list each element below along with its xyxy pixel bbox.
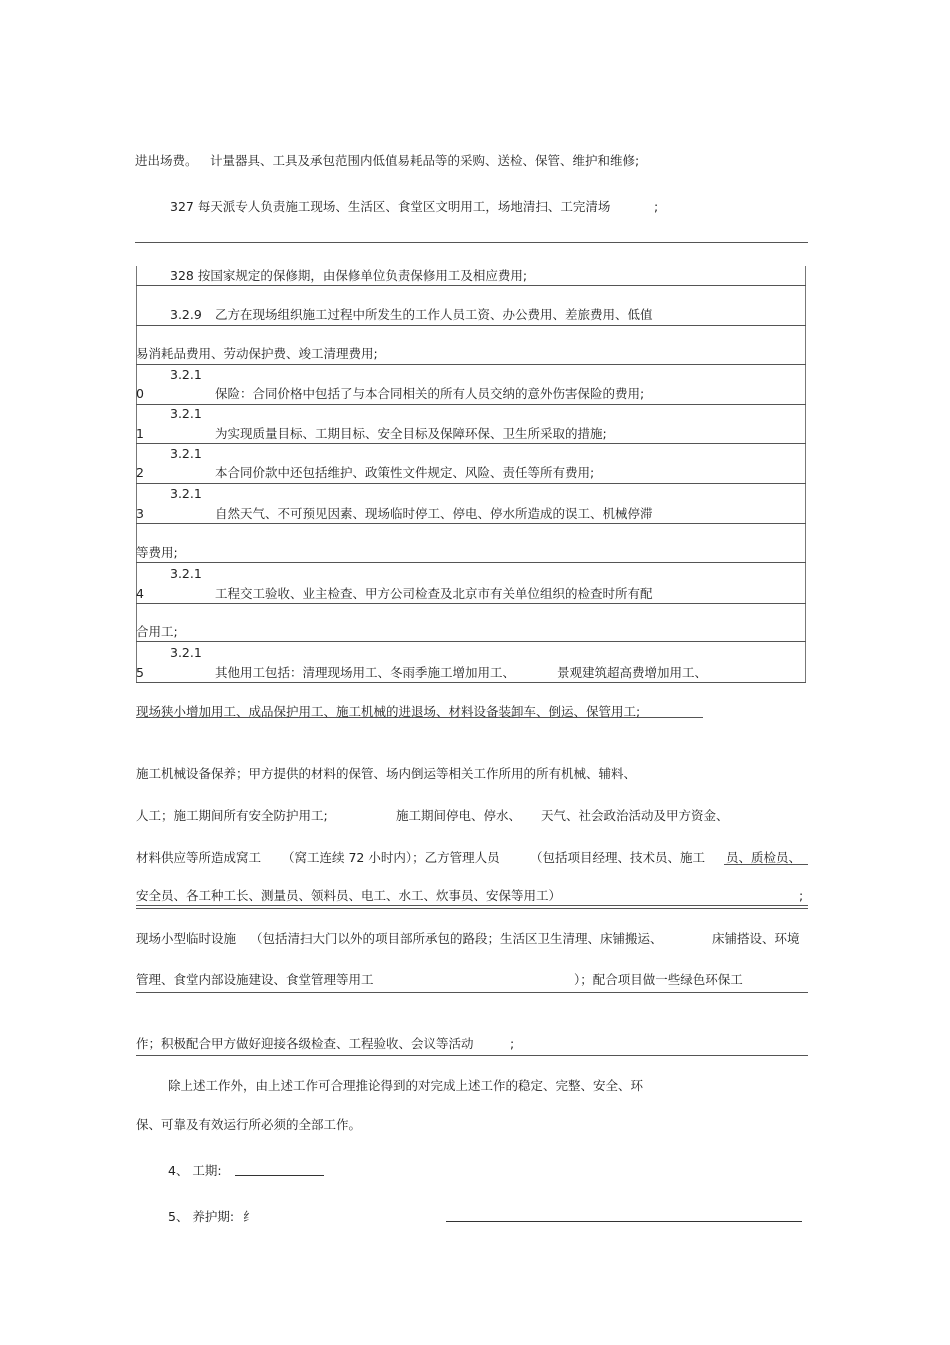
rule-line [136, 992, 808, 993]
paragraph-line-8b: ; [510, 1036, 515, 1051]
clause-3212-text: 本合同价款中还包括维护、政策性文件规定、风险、责任等所有费用; [215, 465, 595, 480]
clause-3213-number: 3.2.1 [170, 486, 202, 501]
clause-3214-number: 3.2.1 [170, 566, 202, 581]
clause-327-end: ; [654, 199, 659, 214]
clause-3215-digit: 5 [136, 665, 144, 680]
clause-3211-text: 为实现质量目标、工期目标、安全目标及保障环保、卫生所采取的措施; [215, 426, 607, 441]
clause-329-number: 3.2.9 [170, 307, 202, 322]
duration-blank-field[interactable] [235, 1175, 324, 1176]
paragraph-line-5a: 安全员、各工种工长、测量员、领料员、电工、水工、炊事员、安保等用工） [136, 888, 562, 903]
paragraph-line-4c: （包括项目经理、技术员、施工 [530, 850, 706, 865]
clause-3211-number: 3.2.1 [170, 406, 202, 421]
maintenance-blank-field[interactable] [446, 1221, 802, 1222]
clause-3215-text-a: 其他用工包括：清理现场用工、冬雨季施工增加用工、 [215, 665, 516, 680]
table-row-line [136, 443, 806, 444]
table-right-border [805, 266, 806, 682]
text-line-1a: 进出场费。 [135, 153, 198, 168]
paragraph-line-4a: 材料供应等所造成窝工 [136, 850, 262, 865]
table-row-line [136, 483, 806, 484]
table-row-line [136, 285, 806, 286]
rule-line [135, 242, 808, 243]
paragraph-line-3b: 施工期间停电、停水、 [396, 808, 522, 823]
text-line-1b: 计量器具、工具及承包范围内低值易耗品等的采购、送检、保管、维护和维修; [210, 153, 640, 168]
clause-3210-digit: 0 [136, 386, 144, 401]
clause-3213-digit: 3 [136, 506, 144, 521]
clause-3215-number: 3.2.1 [170, 645, 202, 660]
paragraph-line-10: 保、可靠及有效运行所必须的全部工作。 [136, 1117, 362, 1132]
clause-3210-number: 3.2.1 [170, 367, 202, 382]
table-row-line [136, 404, 806, 405]
paragraph-line-4d: 员、质检员、 [726, 850, 802, 865]
clause-3214-text: 工程交工验收、业主检查、甲方公司检查及北京市有关单位组织的检查时所有配 [215, 586, 653, 601]
section-5-maintenance-label: 5、 养护期: [168, 1209, 235, 1224]
paragraph-line-6a: 现场小型临时设施 [136, 931, 237, 946]
underline-segment [724, 864, 808, 865]
paragraph-line-7a: 管理、食堂内部设施建设、食堂管理等用工 [136, 972, 374, 987]
paragraph-line-5b: ; [799, 888, 804, 903]
paragraph-line-6b: （包括清扫大门以外的项目部所承包的路段；生活区卫生清理、床铺搬运、 [250, 931, 663, 946]
table-row-line [136, 641, 806, 642]
clause-3214-digit: 4 [136, 586, 144, 601]
table-row-line [136, 325, 806, 326]
table-row-line [136, 364, 806, 365]
section-4-duration-label: 4、 工期: [168, 1163, 222, 1178]
paragraph-line-2: 施工机械设备保养；甲方提供的材料的保管、场内倒运等相关工作所用的所有机械、辅料、 [136, 766, 637, 781]
clause-327: 327 每天派专人负责施工现场、生活区、食堂区文明用工，场地清扫、工完清场 [170, 199, 611, 214]
paragraph-line-9: 除上述工作外，由上述工作可合理推论得到的对完成上述工作的稳定、完整、安全、环 [168, 1078, 644, 1093]
table-row-line [136, 603, 806, 604]
paragraph-line-8a: 作；积极配合甲方做好迎接各级检查、工程验收、会议等活动 [136, 1036, 474, 1051]
underline-short [136, 717, 703, 718]
clause-3211-digit: 1 [136, 426, 144, 441]
rule-line [136, 1055, 808, 1056]
clause-3213-cont: 等费用; [136, 545, 178, 560]
clause-3215-text-b: 景观建筑超高费增加用工、 [557, 665, 708, 680]
paragraph-line-1: 现场狭小增加用工、成品保护用工、施工机械的进退场、材料设备装卸车、倒运、保管用工; [136, 704, 641, 719]
paragraph-line-4b: （窝工连续 72 小时内）；乙方管理人员 [282, 850, 500, 865]
paragraph-line-7b: ）；配合项目做一些绿色环保工 [574, 972, 743, 987]
clause-3212-number: 3.2.1 [170, 446, 202, 461]
paragraph-line-6c: 床铺搭设、环境 [712, 931, 800, 946]
double-rule-line [136, 905, 808, 906]
table-row-line [136, 562, 806, 563]
table-bottom-line [136, 682, 806, 683]
clause-3210-text: 保险：合同价格中包括了与本合同相关的所有人员交纳的意外伤害保险的费用; [215, 386, 645, 401]
clause-3213-text: 自然天气、不可预见因素、现场临时停工、停电、停水所造成的误工、机械停滞 [215, 506, 653, 521]
clause-328: 328 按国家规定的保修期，由保修单位负责保修用工及相应费用; [170, 268, 528, 283]
paragraph-line-3a: 人工；施工期间所有安全防护用工; [136, 808, 328, 823]
clause-329-text: 乙方在现场组织施工过程中所发生的工作人员工资、办公费用、差旅费用、低值 [215, 307, 653, 322]
clause-329-cont: 易消耗品费用、劳动保护费、竣工清理费用; [136, 346, 378, 361]
table-row-line [136, 523, 806, 524]
paragraph-line-3c: 天气、社会政治活动及甲方资金、 [541, 808, 729, 823]
double-rule-line [136, 908, 808, 909]
section-5-partial-char: 纟 [243, 1209, 256, 1224]
clause-3214-cont: 合用工; [136, 624, 178, 639]
clause-3212-digit: 2 [136, 465, 144, 480]
